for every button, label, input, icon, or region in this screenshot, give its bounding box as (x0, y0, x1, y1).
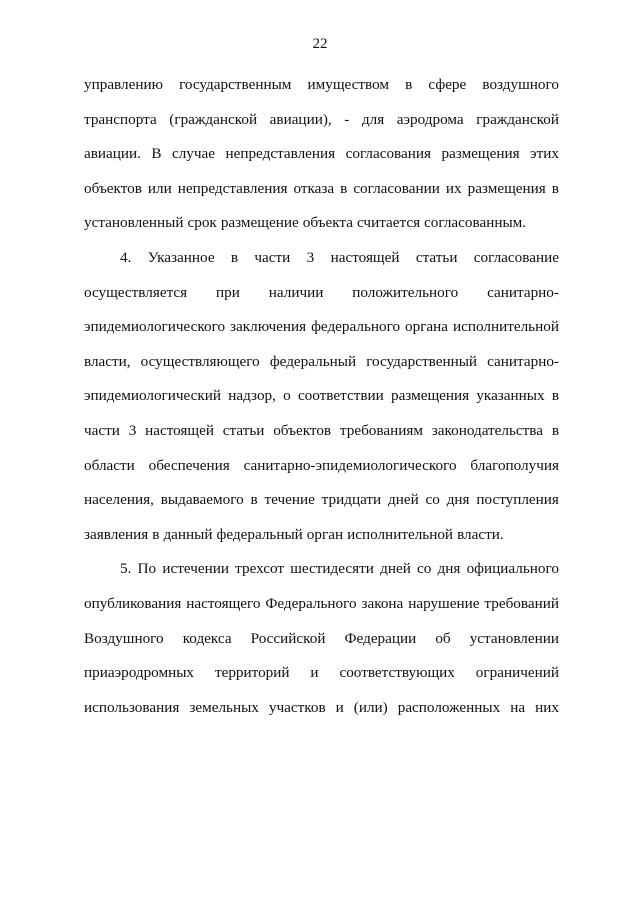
word: тридцати (321, 491, 382, 509)
word: них (535, 698, 559, 716)
word: требований (484, 594, 559, 612)
word: заявления (84, 525, 149, 543)
word: на (510, 698, 526, 716)
word: объектов (84, 179, 142, 197)
word: части (254, 248, 291, 266)
word: имуществом (307, 76, 390, 93)
word: или (147, 179, 172, 197)
body-text (84, 68, 559, 725)
word: Федерации (344, 629, 417, 647)
word: непредставления (225, 145, 336, 163)
word: управлению (84, 76, 163, 93)
word: использования (84, 698, 180, 716)
word: непредставления (177, 179, 288, 197)
word: согласованным. (424, 214, 527, 232)
word: и (335, 698, 344, 716)
word: исполнительной (347, 525, 454, 543)
text-line (84, 137, 559, 172)
word: транспорта (84, 110, 157, 128)
word: согласовании (353, 179, 440, 197)
text-line (84, 172, 559, 207)
word: санитарно- (487, 352, 559, 370)
word: течение (264, 491, 315, 509)
text-line (84, 587, 559, 622)
word: требованиям (339, 421, 423, 439)
text-line (84, 518, 559, 553)
word: установленный (84, 214, 184, 232)
word: заключения (230, 318, 307, 336)
word: указанных (476, 387, 545, 405)
text-line (84, 103, 559, 138)
word: в (551, 179, 559, 197)
word: объектов (273, 421, 332, 439)
word: срок (187, 214, 217, 232)
word: санитарно-эпидемиологического (243, 456, 457, 474)
word: об (435, 629, 451, 647)
word: сфере (428, 76, 467, 93)
word: статьи (415, 248, 458, 266)
text-line (84, 552, 559, 587)
word: истечении (162, 560, 229, 578)
word: населения, (84, 491, 154, 509)
word: 4. (120, 248, 132, 266)
word: опубликования (84, 594, 182, 612)
word: шестидесяти (290, 560, 374, 578)
word: со (425, 491, 440, 509)
word: 3 (306, 248, 315, 266)
word: области (84, 456, 135, 474)
word: отказа (293, 179, 335, 197)
word: установлении (469, 629, 559, 647)
text-line (84, 241, 559, 276)
word: Российской (250, 629, 326, 647)
word: территорий (214, 664, 290, 682)
word: федеральный (269, 352, 357, 370)
text-line (84, 622, 559, 657)
word: части (84, 421, 120, 439)
word: размещения (390, 387, 470, 405)
text-line (84, 483, 559, 518)
word: положительного (352, 283, 459, 301)
word: авиации. (84, 145, 141, 163)
word: закона (361, 594, 404, 612)
text-line (84, 345, 559, 380)
word: о (283, 387, 291, 405)
text-line (84, 414, 559, 449)
text-line (84, 449, 559, 484)
word: авиации), (269, 110, 332, 128)
word: при (216, 283, 240, 301)
word: эпидемиологического (84, 318, 226, 336)
word: считается (357, 214, 421, 232)
word: Воздушного (84, 629, 164, 647)
word: власти. (457, 525, 504, 543)
word: со (417, 560, 432, 578)
word: дней (380, 560, 411, 578)
word: приаэродромных (84, 664, 195, 682)
word: земельных (189, 698, 259, 716)
word: в (551, 387, 559, 405)
word: для (361, 110, 385, 128)
word: в (551, 421, 559, 439)
word: органа (405, 318, 449, 336)
word: - (344, 110, 350, 128)
word: обеспечения (148, 456, 230, 474)
word: дней (388, 491, 419, 509)
word: гражданской (476, 110, 559, 128)
word: осуществляется (84, 283, 188, 301)
word: осуществляющего (140, 352, 260, 370)
word: (или) (353, 698, 388, 716)
word: законодательства (431, 421, 544, 439)
word: расположенных (397, 698, 501, 716)
word: согласование (473, 248, 559, 266)
text-line (84, 379, 559, 414)
word: выдаваемого (160, 491, 244, 509)
word: согласования (345, 145, 432, 163)
word: участков (268, 698, 326, 716)
text-line (84, 206, 559, 241)
word: данный (163, 525, 213, 543)
word: статьи (222, 421, 265, 439)
word: нарушение (408, 594, 480, 612)
word: государственный (366, 352, 478, 370)
page-number: 22 (312, 36, 328, 52)
word: этих (530, 145, 559, 163)
word: поступления (476, 491, 559, 509)
word: эпидемиологический (84, 387, 222, 405)
word: настоящего (186, 594, 261, 612)
word: В (151, 145, 162, 163)
word: дня (437, 560, 461, 578)
word: и (310, 664, 319, 682)
word: соответствии (297, 387, 384, 405)
word: в (152, 525, 160, 543)
word: аэродрома (396, 110, 464, 128)
word: По (137, 560, 157, 578)
word: размещение (220, 214, 299, 232)
word: размещения (467, 179, 546, 197)
word: федерального (311, 318, 401, 336)
word: Указанное (147, 248, 215, 266)
word: ограничений (475, 664, 559, 682)
word: власти, (84, 352, 131, 370)
word: дня (446, 491, 470, 509)
word: 5. (120, 560, 132, 578)
word: благополучия (470, 456, 559, 474)
word: размещения (441, 145, 520, 163)
text-line (84, 276, 559, 311)
word: федеральный (216, 525, 303, 543)
word: настоящей (145, 421, 214, 439)
word: орган (306, 525, 344, 543)
word: в (250, 491, 258, 509)
word: Федерального (265, 594, 357, 612)
word: 3 (128, 421, 137, 439)
word: воздушного (482, 76, 559, 93)
word: государственным (179, 76, 292, 93)
word: санитарно- (487, 283, 559, 301)
text-line (84, 656, 559, 691)
word: в (340, 179, 348, 197)
text-line (84, 691, 559, 726)
word: кодекса (182, 629, 232, 647)
text-line (84, 310, 559, 345)
word: исполнительной (453, 318, 559, 336)
word: наличии (268, 283, 324, 301)
word: их (445, 179, 462, 197)
word: надзор, (228, 387, 276, 405)
word: трехсот (235, 560, 285, 578)
word: (гражданской (169, 110, 258, 128)
word: объекта (302, 214, 353, 232)
word: случае (171, 145, 216, 163)
word: соответствующих (339, 664, 455, 682)
text-line (84, 68, 559, 103)
word: официального (466, 560, 559, 578)
word: в (405, 76, 413, 93)
word: настоящей (330, 248, 400, 266)
word: в (230, 248, 239, 266)
